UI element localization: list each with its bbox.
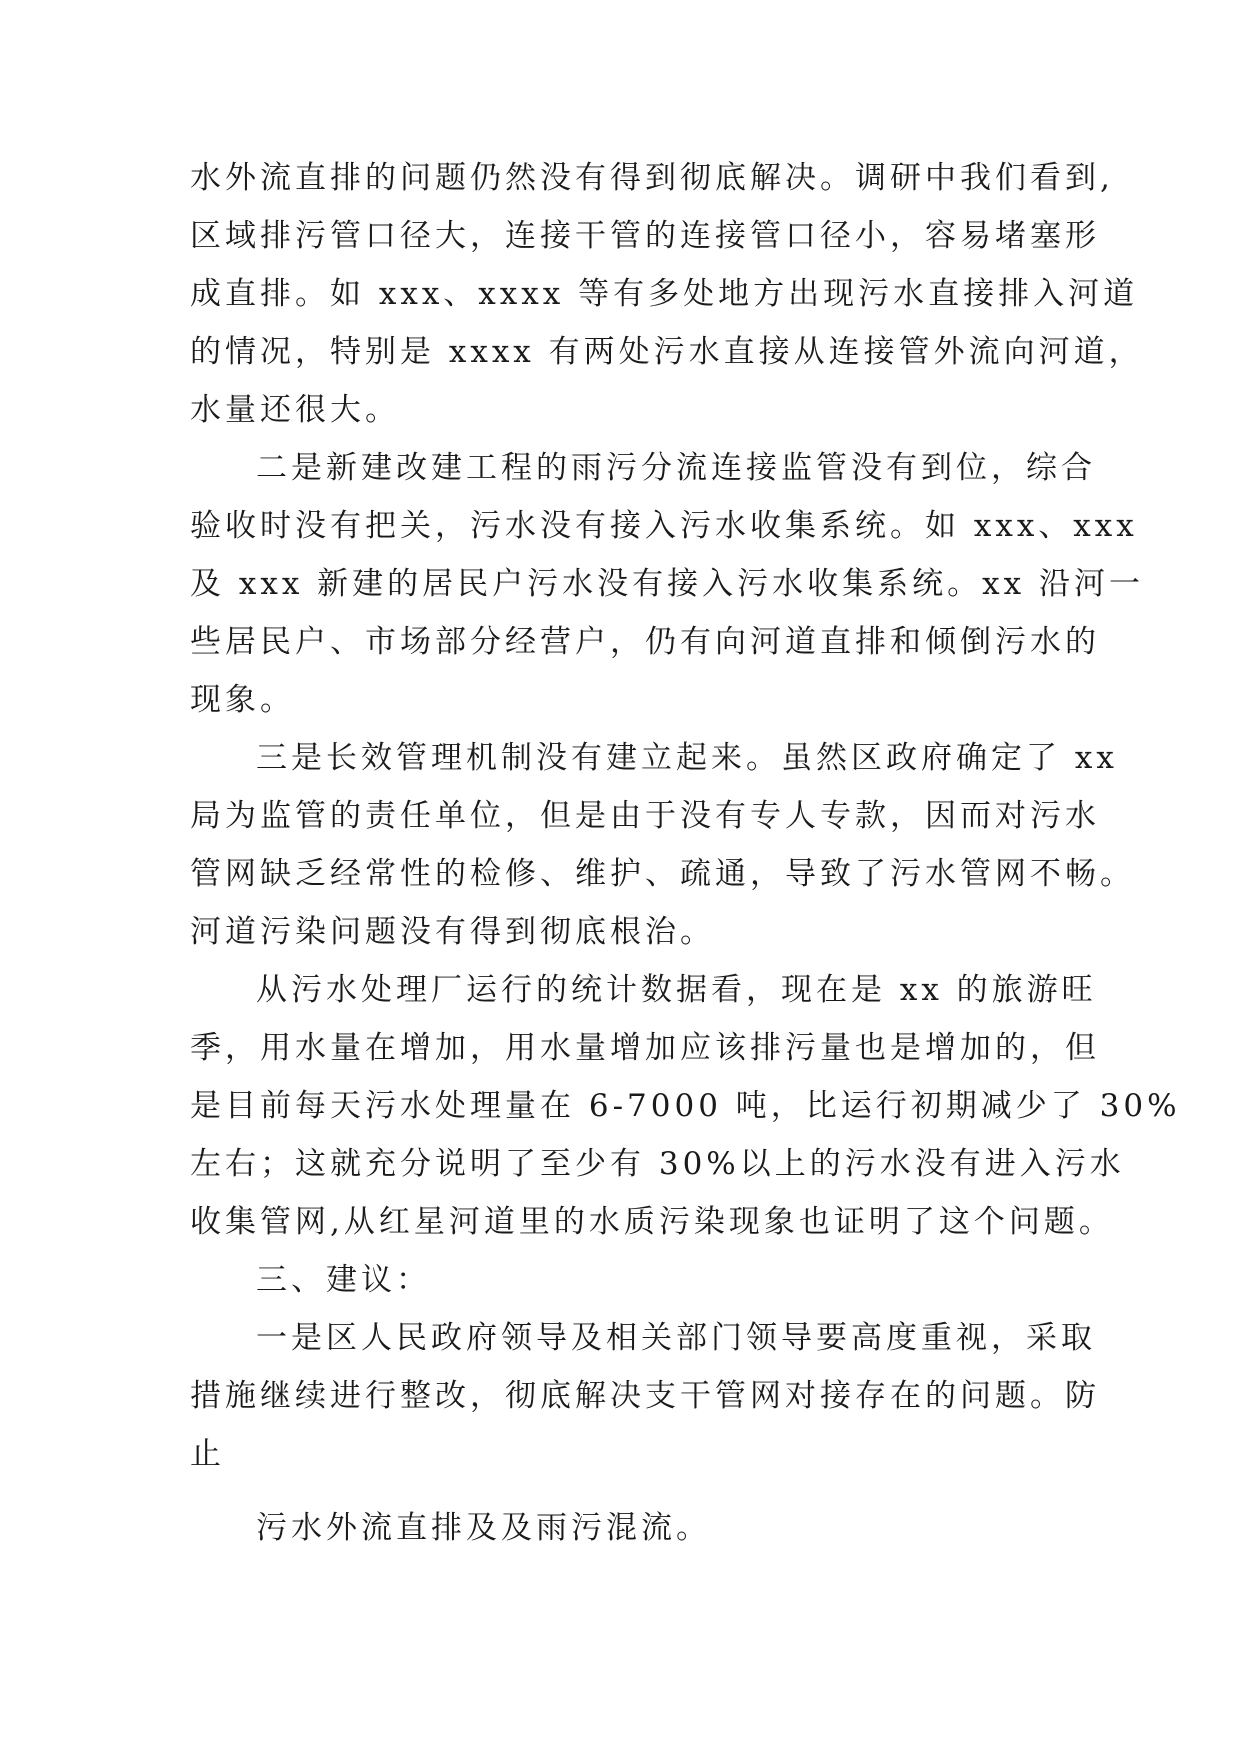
text-line: 措施继续进行整改，彻底解决支干管网对接存在的问题。防: [190, 1378, 1100, 1414]
text-line: 止: [190, 1436, 225, 1472]
paragraph-start-line: 一是区人民政府领导及相关部门领导要高度重视，采取: [256, 1320, 1096, 1356]
text-line: 左右；这就充分说明了至少有 30%以上的污水没有进入污水: [190, 1146, 1125, 1182]
text-line: 现象。: [190, 682, 295, 718]
text-line: 收集管网,从红星河道里的水质污染现象也证明了这个问题。: [190, 1204, 1114, 1240]
paragraph-start-line: 二是新建改建工程的雨污分流连接监管没有到位，综合: [256, 450, 1096, 486]
text-line: 的情况，特别是 xxxx 有两处污水直接从连接管外流向河道，: [190, 334, 1144, 370]
paragraph-start-line: 三是长效管理机制没有建立起来。虽然区政府确定了 xx: [256, 740, 1118, 776]
text-line: 河道污染问题没有得到彻底根治。: [190, 914, 715, 950]
text-line: 管网缺乏经常性的检修、维护、疏通，导致了污水管网不畅。: [190, 856, 1135, 892]
text-line: 水量还很大。: [190, 392, 400, 428]
text-line: 成直排。如 xxx、xxxx 等有多处地方出现污水直接排入河道: [190, 276, 1139, 312]
text-line: 及 xxx 新建的居民户污水没有接入污水收集系统。xx 沿河一: [190, 566, 1144, 602]
text-line: 是目前每天污水处理量在 6-7000 吨，比运行初期减少了 30%: [190, 1088, 1181, 1124]
text-line: 局为监管的责任单位，但是由于没有专人专款，因而对污水: [190, 798, 1100, 834]
text-line: 些居民户、市场部分经营户，仍有向河道直排和倾倒污水的: [190, 624, 1100, 660]
paragraph-start-line: 从污水处理厂运行的统计数据看，现在是 xx 的旅游旺: [256, 972, 1097, 1008]
text-line: 季，用水量在增加，用水量增加应该排污量也是增加的，但: [190, 1030, 1100, 1066]
section-heading: 三、建议：: [256, 1262, 431, 1298]
text-line: 验收时没有把关，污水没有接入污水收集系统。如 xxx、xxx: [190, 508, 1138, 544]
paragraph-start-line: 污水外流直排及及雨污混流。: [256, 1510, 711, 1546]
text-line: 区域排污管口径大，连接干管的连接管口径小，容易堵塞形: [190, 218, 1100, 254]
text-line: 水外流直排的问题仍然没有得到彻底解决。调研中我们看到,: [190, 160, 1114, 196]
